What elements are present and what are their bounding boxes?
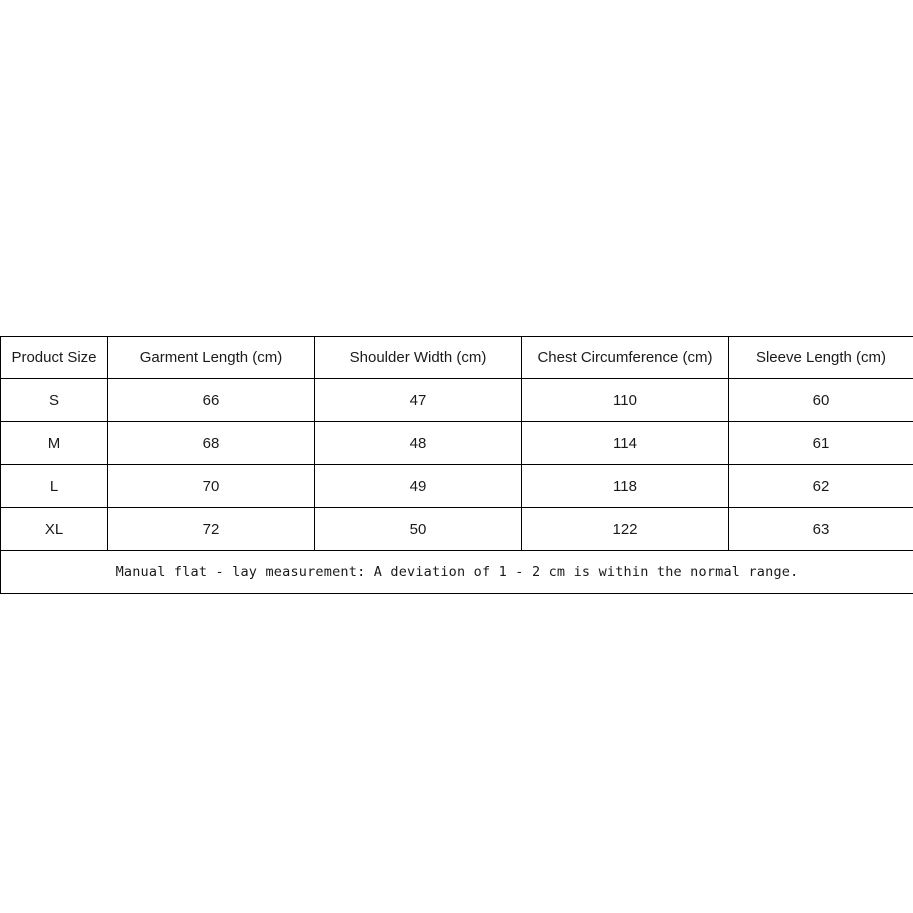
size-table [0,336,913,594]
size-table-container [0,336,913,594]
cell-shoulder-width: 49 [315,465,522,508]
cell-size: S [1,379,108,422]
cell-size: XL [1,508,108,551]
cell-sleeve-length: 63 [729,508,913,551]
table-row [1,465,913,508]
cell-shoulder-width: 48 [315,422,522,465]
table-row [1,422,913,465]
measurement-note-row [1,551,913,594]
cell-chest-circumference: 110 [522,379,729,422]
cell-chest-circumference: 122 [522,508,729,551]
cell-shoulder-width: 47 [315,379,522,422]
cell-size: M [1,422,108,465]
cell-chest-circumference: 118 [522,465,729,508]
cell-garment-length: 72 [108,508,315,551]
cell-garment-length: 68 [108,422,315,465]
table-header-row [1,337,913,379]
cell-size: L [1,465,108,508]
cell-garment-length: 70 [108,465,315,508]
column-header-garment-length: Garment Length (cm) [108,337,315,379]
cell-sleeve-length: 62 [729,465,913,508]
column-header-chest-circumference: Chest Circumference (cm) [522,337,729,379]
cell-sleeve-length: 60 [729,379,913,422]
cell-chest-circumference: 114 [522,422,729,465]
cell-shoulder-width: 50 [315,508,522,551]
cell-garment-length: 66 [108,379,315,422]
size-table-body [1,379,913,594]
cell-sleeve-length: 61 [729,422,913,465]
column-header-sleeve-length: Sleeve Length (cm) [729,337,913,379]
column-header-product-size: Product Size [1,337,108,379]
column-header-shoulder-width: Shoulder Width (cm) [315,337,522,379]
table-row [1,508,913,551]
size-table-head [1,337,913,379]
measurement-note: Manual flat - lay measurement: A deviation of 1 - 2 cm is within the normal range. [1,551,913,594]
table-row [1,379,913,422]
